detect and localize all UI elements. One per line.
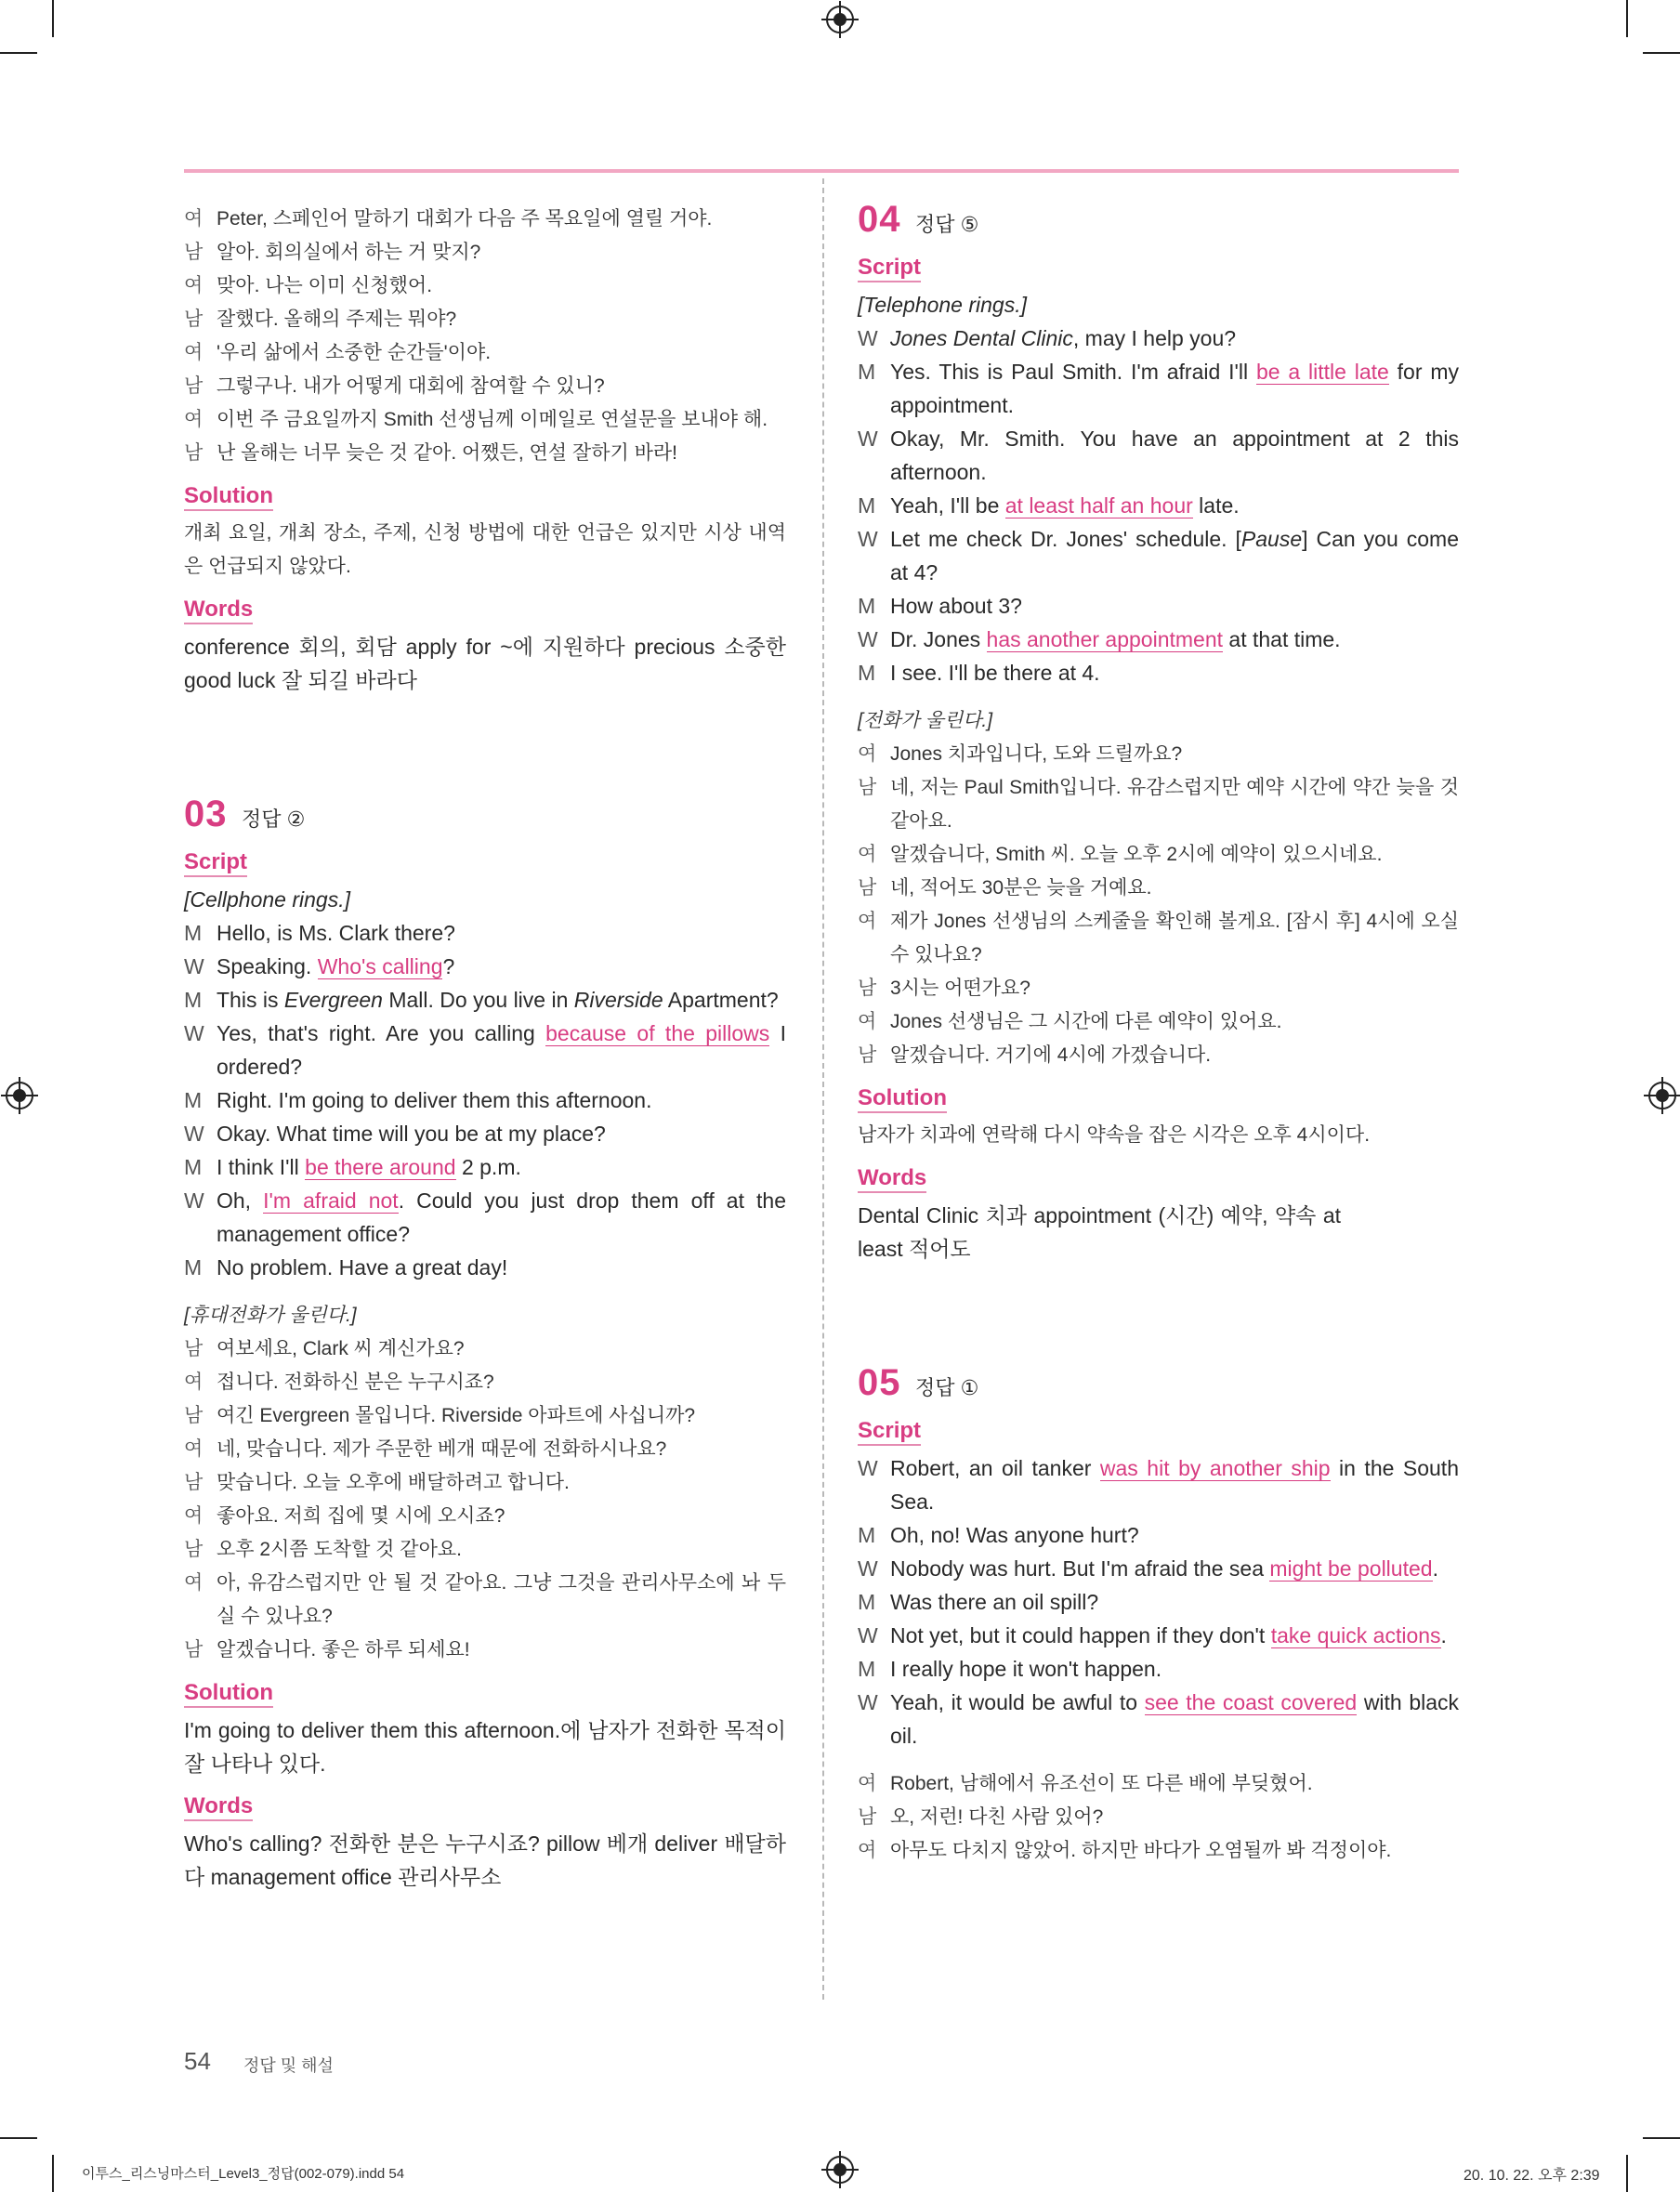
dialogue-line: [858, 1767, 1459, 1801]
text-run: Yeah, I'll be: [890, 493, 1005, 518]
q02-words-text: conference 회의, 회담 apply for ~에 지원하다 precious 소중한 good luck 잘 되길 바라다: [184, 635, 786, 692]
print-slug-date: 20. 10. 22. 오후 2:39: [1463, 2168, 1600, 2184]
line-text: 좋아요. 저희 집에 몇 시에 오시죠?: [217, 1505, 505, 1527]
right-column: [858, 199, 1460, 1868]
q03-header: [184, 794, 786, 836]
speaker-label: 여: [858, 1011, 877, 1032]
q05-answer: 정답 ①: [915, 1376, 979, 1399]
text-run: Robert, an oil tanker: [890, 1456, 1100, 1480]
speaker-label: 남: [184, 1405, 203, 1426]
answer-blank: I'm afraid not: [263, 1188, 399, 1213]
line-text: 네, 맞습니다. 제가 주문한 베개 때문에 전화하시나요?: [217, 1438, 667, 1460]
dialogue-line: [858, 1801, 1459, 1834]
text-run: Oh,: [217, 1188, 264, 1213]
script-line: [858, 355, 1459, 422]
speaker-label: 남: [858, 877, 877, 899]
crop-mark: [1626, 0, 1628, 37]
speaker-label: M: [184, 1155, 203, 1179]
text-run: late.: [1192, 493, 1240, 518]
speaker-label: 남: [858, 978, 877, 999]
italic-text: Jones Dental Clinic: [890, 326, 1073, 350]
script-line: [858, 589, 1459, 623]
speaker-label: 남: [184, 1639, 203, 1660]
script-line: [184, 950, 786, 983]
q04-words-text: Dental Clinic 치과 appointment (시간) 예약, 약속 at least 적어도: [858, 1203, 1341, 1261]
dialogue-line: [184, 1433, 786, 1466]
q04-script-dialogue: [858, 322, 1459, 689]
script-line: [184, 983, 786, 1017]
line-text: 네, 저는 Paul Smith입니다. 유감스럽지만 예약 시간에 약간 늦을 것 같아요.: [890, 777, 1459, 832]
text-run: Yeah, it would be awful to: [890, 1690, 1145, 1714]
speaker-label: W: [858, 1456, 878, 1480]
crop-mark: [1643, 52, 1680, 54]
dialogue-line: [184, 370, 786, 403]
line-text: [890, 1518, 1459, 1552]
script-line: [858, 623, 1459, 656]
line-text: '우리 삶에서 소중한 순간들'이야.: [217, 342, 492, 363]
q05-header: [858, 1362, 1459, 1405]
italic-text: Evergreen: [283, 988, 383, 1012]
speaker-label: M: [858, 1523, 876, 1547]
text-run: How about 3?: [890, 594, 1022, 618]
speaker-label: 여: [184, 1505, 203, 1527]
italic-text: Riverside: [573, 988, 663, 1012]
text-run: Mall. Do you live in: [382, 988, 574, 1012]
q05-script-heading: Script: [858, 1418, 921, 1446]
speaker-label: M: [184, 1088, 203, 1112]
q04-solution-text: 남자가 치과에 연락해 다시 약속을 잡은 시각은 오후 4시이다.: [858, 1124, 1371, 1146]
speaker-label: 여: [184, 342, 203, 363]
line-text: 알아. 회의실에서 하는 거 맞지?: [217, 242, 481, 263]
line-text: [890, 522, 1459, 589]
q02-korean-dialogue: [184, 203, 786, 470]
text-run: .: [1440, 1623, 1447, 1647]
script-line: [858, 1518, 1459, 1552]
dialogue-line: [858, 1039, 1459, 1072]
answer-blank: see the coast covered: [1144, 1690, 1358, 1714]
registration-mark-icon: [826, 6, 854, 33]
speaker-label: W: [858, 527, 878, 551]
line-text: 네, 적어도 30분은 늦을 거예요.: [890, 877, 1152, 899]
speaker-label: 남: [184, 1338, 203, 1359]
line-text: 알겠습니다. 거기에 4시에 가겠습니다.: [890, 1044, 1212, 1066]
dialogue-line: [184, 1466, 786, 1500]
q03-script-dialogue: [184, 916, 786, 1284]
q05-korean-dialogue: [858, 1767, 1459, 1868]
speaker-label: M: [858, 360, 876, 384]
text-run: , may I help you?: [1072, 326, 1237, 350]
speaker-label: 남: [184, 308, 203, 330]
script-line: [858, 656, 1459, 689]
text-run: I think I'll: [217, 1155, 306, 1179]
text-run: Okay. What time will you be at my place?: [217, 1122, 606, 1146]
text-run: Speaking.: [217, 954, 318, 978]
dialogue-line: [184, 437, 786, 470]
line-text: 맞습니다. 오늘 오후에 배달하려고 합니다.: [217, 1472, 570, 1493]
line-text: [890, 422, 1459, 489]
line-text: [890, 623, 1459, 656]
line-text: [890, 1552, 1459, 1585]
line-text: 여긴 Evergreen 몰입니다. Riverside 아파트에 사십니까?: [217, 1405, 696, 1426]
speaker-label: W: [184, 954, 204, 978]
script-line: [184, 1150, 786, 1184]
line-text: 알겠습니다. 좋은 하루 되세요!: [217, 1639, 470, 1660]
line-text: [890, 489, 1459, 522]
q05-script-dialogue: [858, 1451, 1459, 1752]
answer-blank: Who's calling: [317, 954, 443, 978]
q03-stage-direction-korean: [휴대전화가 울린다.]: [184, 1305, 357, 1326]
speaker-label: 여: [858, 1840, 877, 1861]
line-text: [890, 1686, 1459, 1752]
line-text: [217, 1251, 786, 1284]
q03-answer: 정답 ②: [242, 807, 306, 831]
text-run: I see. I'll be there at 4.: [890, 661, 1100, 685]
answer-blank: might be polluted: [1269, 1556, 1433, 1581]
text-run: Was there an oil spill?: [890, 1590, 1099, 1614]
dialogue-line: [858, 838, 1459, 872]
dialogue-line: [858, 1834, 1459, 1868]
q02-words-heading: Words: [184, 597, 253, 624]
speaker-label: M: [858, 594, 876, 618]
script-line: [858, 1451, 1459, 1518]
text-run: . Could you just drop them off at the management office?: [217, 1188, 786, 1246]
section-title: 정답 및 해설: [243, 2056, 334, 2075]
line-text: [890, 589, 1459, 623]
speaker-label: 여: [858, 911, 877, 932]
column-divider: [822, 178, 824, 2000]
speaker-label: M: [858, 1657, 876, 1681]
answer-blank: be there around: [305, 1155, 456, 1179]
answer-blank: at least half an hour: [1004, 493, 1193, 518]
line-text: 접니다. 전화하신 분은 누구시죠?: [217, 1372, 494, 1393]
speaker-label: W: [858, 326, 878, 350]
page-number: 54: [184, 2047, 211, 2075]
speaker-label: M: [184, 988, 203, 1012]
crop-mark: [1643, 2137, 1680, 2139]
dialogue-line: [858, 972, 1459, 1005]
line-text: [890, 1585, 1459, 1619]
line-text: 알겠습니다, Smith 씨. 오늘 오후 2시에 예약이 있으시네요.: [890, 844, 1383, 865]
dialogue-line: [858, 1005, 1459, 1039]
crop-mark: [52, 0, 54, 37]
speaker-label: 여: [184, 208, 203, 230]
dialogue-line: [858, 872, 1459, 905]
script-line: [858, 522, 1459, 589]
speaker-label: 여: [184, 1572, 203, 1594]
dialogue-line: [184, 403, 786, 437]
line-text: 맞아. 나는 이미 신청했어.: [217, 275, 433, 296]
speaker-label: 남: [184, 375, 203, 397]
text-run: Apartment?: [663, 988, 779, 1012]
script-line: [858, 322, 1459, 355]
crop-mark: [52, 2155, 54, 2192]
text-run: No problem. Have a great day!: [217, 1255, 508, 1280]
q04-script-heading: Script: [858, 255, 921, 282]
q03-solution-heading: Solution: [184, 1680, 273, 1708]
speaker-label: M: [184, 1255, 203, 1280]
line-text: [217, 1184, 786, 1251]
line-text: 아, 유감스럽지만 안 될 것 같아요. 그냥 그것을 관리사무소에 놔 두실 수 있나요?: [217, 1572, 786, 1627]
text-run: at that time.: [1223, 627, 1341, 651]
speaker-label: 여: [184, 409, 203, 430]
dialogue-line: [858, 738, 1459, 771]
text-run: I really hope it won't happen.: [890, 1657, 1162, 1681]
q03-number: 03: [184, 794, 228, 834]
speaker-label: M: [858, 1590, 876, 1614]
text-run: for my appointment.: [890, 360, 1460, 417]
dialogue-line: [858, 771, 1459, 838]
line-text: Jones 선생님은 그 시간에 다른 예약이 있어요.: [890, 1011, 1282, 1032]
q02-solution-heading: Solution: [184, 483, 273, 511]
script-line: [184, 916, 786, 950]
q03-stage-direction: [Cellphone rings.]: [184, 887, 350, 912]
speaker-label: 여: [184, 1438, 203, 1460]
script-line: [858, 489, 1459, 522]
dialogue-line: [184, 269, 786, 303]
dialogue-line: [184, 1533, 786, 1567]
dialogue-line: [184, 1366, 786, 1399]
dialogue-line: [184, 236, 786, 269]
speaker-label: 여: [858, 743, 877, 765]
crop-mark: [0, 52, 37, 54]
speaker-label: W: [858, 427, 878, 451]
script-line: [184, 1184, 786, 1251]
speaker-label: W: [184, 1021, 204, 1045]
header-rule: [184, 169, 1459, 173]
line-text: 제가 Jones 선생님의 스케줄을 확인해 볼게요. [잠시 후] 4시에 오실 수 있나요?: [890, 911, 1459, 965]
text-run: Hello, is Ms. Clark there?: [217, 921, 455, 945]
text-run: Let me check Dr. Jones' schedule. [: [890, 527, 1241, 551]
text-run: Yes, that's right. Are you calling: [217, 1021, 546, 1045]
text-run: I ordered?: [217, 1021, 787, 1079]
text-run: This is: [217, 988, 284, 1012]
answer-blank: take quick actions: [1270, 1623, 1441, 1647]
dialogue-line: [184, 1332, 786, 1366]
text-run: ?: [442, 954, 455, 978]
q03-script-heading: Script: [184, 849, 247, 877]
text-run: Oh, no! Was anyone hurt?: [890, 1523, 1139, 1547]
dialogue-line: [184, 336, 786, 370]
registration-mark-icon: [6, 1082, 33, 1109]
speaker-label: W: [858, 1690, 878, 1714]
script-line: [184, 1117, 786, 1150]
text-run: in the South Sea.: [890, 1456, 1459, 1514]
registration-mark-icon: [826, 2156, 854, 2184]
script-line: [184, 1083, 786, 1117]
line-text: 이번 주 금요일까지 Smith 선생님께 이메일로 연설문을 보내야 해.: [217, 409, 768, 430]
line-text: 여보세요, Clark 씨 계신가요?: [217, 1338, 465, 1359]
q03-words-text: Who's calling? 전화한 분은 누구시죠? pillow 베개 deliver 배달하다 management office 관리사무소: [184, 1831, 786, 1889]
q04-answer: 정답 ⑤: [915, 213, 979, 236]
answer-blank: be a little late: [1255, 360, 1389, 384]
q05-number: 05: [858, 1362, 901, 1403]
dialogue-line: [184, 203, 786, 236]
italic-text: Pause: [1240, 527, 1303, 551]
line-text: [890, 355, 1459, 422]
crop-mark: [1626, 2155, 1628, 2192]
line-text: [217, 1150, 786, 1184]
line-text: [890, 1619, 1459, 1652]
dialogue-line: [184, 303, 786, 336]
q04-words-heading: Words: [858, 1165, 926, 1193]
script-line: [184, 1251, 786, 1284]
line-text: 난 올해는 너무 늦은 것 같아. 어쨌든, 연설 잘하기 바라!: [217, 442, 678, 464]
dialogue-line: [184, 1399, 786, 1433]
speaker-label: W: [184, 1188, 204, 1213]
line-text: Jones 치과입니다, 도와 드릴까요?: [890, 743, 1183, 765]
line-text: Peter, 스페인어 말하기 대회가 다음 주 목요일에 열릴 거야.: [217, 208, 713, 230]
speaker-label: 남: [858, 777, 877, 798]
speaker-label: 남: [858, 1806, 877, 1828]
text-run: Nobody was hurt. But I'm afraid the sea: [890, 1556, 1270, 1581]
q04-solution-heading: Solution: [858, 1085, 947, 1113]
speaker-label: 여: [858, 1773, 877, 1794]
speaker-label: 남: [184, 442, 203, 464]
text-run: Dr. Jones: [890, 627, 987, 651]
line-text: [890, 1451, 1459, 1518]
line-text: [217, 1017, 786, 1083]
speaker-label: 여: [858, 844, 877, 865]
registration-mark-icon: [1648, 1082, 1676, 1109]
script-line: [858, 1652, 1459, 1686]
line-text: [890, 656, 1459, 689]
speaker-label: W: [184, 1122, 204, 1146]
q03-solution-text: I'm going to deliver them this afternoon.에 남자가 전화한 목적이 잘 나타나 있다.: [184, 1718, 786, 1776]
q04-number: 04: [858, 199, 901, 240]
q03-words-heading: Words: [184, 1793, 253, 1821]
speaker-label: 남: [184, 242, 203, 263]
text-run: Okay, Mr. Smith. You have an appointment at 2 this afternoon.: [890, 427, 1459, 484]
line-text: [217, 1083, 786, 1117]
q04-korean-dialogue: [858, 738, 1459, 1072]
speaker-label: 남: [184, 1539, 203, 1560]
text-run: Yes. This is Paul Smith. I'm afraid I'll: [890, 360, 1256, 384]
q03-korean-dialogue: [184, 1332, 786, 1667]
dialogue-line: [858, 905, 1459, 972]
text-run: Right. I'm going to deliver them this afternoon.: [217, 1088, 652, 1112]
speaker-label: M: [184, 921, 203, 945]
speaker-label: 남: [184, 1472, 203, 1493]
speaker-label: W: [858, 1556, 878, 1581]
script-line: [858, 1619, 1459, 1652]
line-text: 그렇구나. 내가 어떻게 대회에 참여할 수 있니?: [217, 375, 605, 397]
speaker-label: W: [858, 1623, 878, 1647]
q04-stage-direction-korean: [전화가 울린다.]: [858, 710, 993, 731]
text-run: ] Can you come at 4?: [890, 527, 1459, 584]
line-text: [890, 322, 1459, 355]
script-line: [858, 1552, 1459, 1585]
speaker-label: 남: [858, 1044, 877, 1066]
text-run: Not yet, but it could happen if they don't: [890, 1623, 1271, 1647]
speaker-label: 여: [184, 1372, 203, 1393]
line-text: Robert, 남해에서 유조선이 또 다른 배에 부딪혔어.: [890, 1773, 1313, 1794]
q04-header: [858, 199, 1459, 242]
line-text: 오후 2시쯤 도착할 것 같아요.: [217, 1539, 462, 1560]
line-text: 3시는 어떤가요?: [890, 978, 1030, 999]
line-text: [890, 1652, 1459, 1686]
answer-blank: because of the pillows: [545, 1021, 770, 1045]
line-text: [217, 916, 786, 950]
text-run: 2 p.m.: [455, 1155, 521, 1179]
q02-solution-text: 개최 요일, 개최 장소, 주제, 신청 방법에 대한 언급은 있지만 시상 내역은 언급되지 않았다.: [184, 522, 786, 577]
line-text: [217, 950, 786, 983]
line-text: [217, 983, 786, 1017]
line-text: 잘했다. 올해의 주제는 뭐야?: [217, 308, 457, 330]
speaker-label: W: [858, 627, 878, 651]
answer-blank: was hit by another ship: [1099, 1456, 1331, 1480]
text-run: .: [1432, 1556, 1438, 1581]
q04-stage-direction: [Telephone rings.]: [858, 293, 1028, 317]
dialogue-line: [184, 1634, 786, 1667]
answer-blank: has another appointment: [986, 627, 1224, 651]
speaker-label: 여: [184, 275, 203, 296]
speaker-label: M: [858, 661, 876, 685]
script-line: [858, 422, 1459, 489]
line-text: 아무도 다치지 않았어. 하지만 바다가 오염될까 봐 걱정이야.: [890, 1840, 1392, 1861]
left-column: [184, 203, 786, 1894]
speaker-label: M: [858, 493, 876, 518]
dialogue-line: [184, 1567, 786, 1634]
dialogue-line: [184, 1500, 786, 1533]
text-run: with black oil.: [890, 1690, 1460, 1748]
line-text: 오, 저런! 다친 사람 있어?: [890, 1806, 1104, 1828]
script-line: [858, 1686, 1459, 1752]
print-slug-file: 이투스_리스닝마스터_Level3_정답(002-079).indd 54: [82, 2166, 405, 2182]
script-line: [858, 1585, 1459, 1619]
script-line: [184, 1017, 786, 1083]
crop-mark: [0, 2137, 37, 2139]
line-text: [217, 1117, 786, 1150]
